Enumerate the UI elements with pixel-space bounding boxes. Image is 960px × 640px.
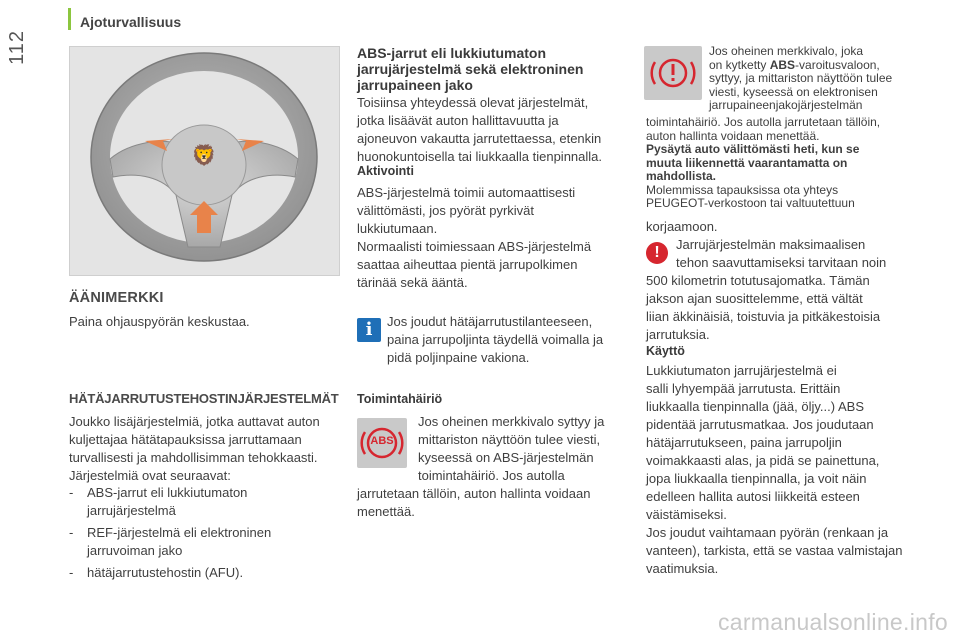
info-note: Jos joudut hätäjarrutustilanteeseen, paina jarrupoljinta täydellä voimalla ja pidä poljinpaine vakiona. — [387, 314, 604, 365]
watermark: carmanualsonline.info — [717, 609, 948, 635]
abs-intro-text: Toisiinsa yhteydessä olevat järjestelmät, jotka lisäävät auton hallittavuutta ja ajoneuvon vakautta jarrutettaessa, etenkin huonokuntoisella tai liukkaalla tienpinnalla. — [357, 95, 603, 164]
brake-distribution-warning: Jos oheinen merkkivalo, joka on kytketty ABS-varoitusvaloon, syttyy, ja mittariston näyttöön tulee viesti, kyseessä on elektronisen jarrupaineenjakojärjestelmän — [709, 44, 893, 112]
section-title: Ajoturvallisuus — [80, 14, 182, 30]
alert-icon: ! — [646, 242, 668, 264]
activation-text: ABS-järjestelmä toimii automaattisesti välittömästi, jos pyörät pyrkivät lukkiutumaan. Normaalisti toimiessaan ABS-järjestelmä saattaa aiheuttaa pientä jarrupolkimen tärinää sekä ääntä. — [357, 185, 592, 290]
brake-distribution-warning-cont: toimintahäiriö. Jos autolla jarrutetaan tällöin, auton hallinta voidaan menettää. Pysäytä auto välittömästi heti, kun se muuta liikennettä vaarantamatta on mahdollista. Molemmissa tapauksissa ota yhteys PEUGEOT-verkostoon tai valtuutettuun — [646, 115, 881, 210]
steering-wheel-icon — [70, 47, 339, 275]
usage-text: Lukkiutumaton jarrujärjestelmä ei salli lyhyempää jarrutusta. Erittäin liukkaalla tienpinnalla (jää, öljy...) ABS pidentää jarrutusmatkaa. Jos joudutaan hätäjarrutukseen, paina jarrupoljin voimakkaasti alas, ja pidä se painettuna, jopa liukkaalla tienpinnalla, ja voit näin edelleen hallita autosi liikkeitä esteen väistämiseksi. Jos joudut vaihtamaan pyörän (renkaan ja vanteen), tarkista, että se vastaa valmistajan vaatimuksia. — [646, 363, 903, 576]
abs-warning-lamp: ABS — [357, 418, 407, 468]
workshop-text: korjaamoon. — [646, 219, 718, 234]
usage-heading: Käyttö — [646, 344, 685, 358]
brake-warning-lamp — [644, 46, 702, 100]
activation-heading: Aktivointi — [357, 164, 414, 178]
page-number: 112 — [6, 30, 28, 65]
horn-text: Paina ohjauspyörän keskustaa. — [69, 314, 250, 329]
systems-list — [69, 484, 341, 582]
malfunction-heading: Toimintahäiriö — [357, 392, 443, 406]
steering-wheel-illustration — [69, 46, 340, 276]
emergency-braking-intro: Joukko lisäjärjestelmiä, jotka auttavat auton kuljettajaa hätätapauksissa jarruttamaan turvallisesti ja mahdollisimman tehokkaasti. Järjestelmiä ovat seuraavat: — [69, 414, 320, 483]
horn-heading: ÄÄNIMERKKI — [69, 290, 164, 306]
svg-text:🦁: 🦁 — [191, 143, 217, 167]
info-icon: i — [357, 318, 381, 342]
header-accent-bar — [68, 8, 71, 30]
abs-section-title: ABS-jarrut eli lukkiutumaton jarrujärjestelmä sekä elektroninen jarrupaineen jako — [357, 45, 584, 93]
abs-malfunction-text: Jos oheinen merkkivalo syttyy ja mittariston näyttöön tulee viesti, kyseessä on ABS-järjestelmän toimintahäiriö. Jos autolla — [418, 414, 605, 483]
break-in-notice: Jarrujärjestelmän maksimaalisen tehon saavuttamiseksi tarvitaan noin — [676, 237, 887, 270]
list-item: - ABS-jarrut eli lukkiutumaton jarrujärjestelmä — [69, 485, 248, 518]
list-item: - hätäjarrutustehostin (AFU). — [69, 565, 244, 580]
list-item: - REF-järjestelmä eli elektroninen jarruvoiman jako — [69, 525, 272, 558]
brake-warning-icon — [644, 46, 702, 100]
abs-malfunction-text-cont: jarrutetaan tällöin, auton hallinta voidaan menettää. — [357, 486, 591, 519]
emergency-braking-heading: HÄTÄJARRUTUSTEHOSTINJÄRJESTELMÄT — [69, 391, 339, 406]
break-in-notice-cont: 500 kilometrin totutusajomatka. Tämän jakson ajan suosittelemme, että vältät liian äkkinäisiä, toistuvia ja pitkäkestoisia jarrutuksia. — [646, 273, 881, 342]
